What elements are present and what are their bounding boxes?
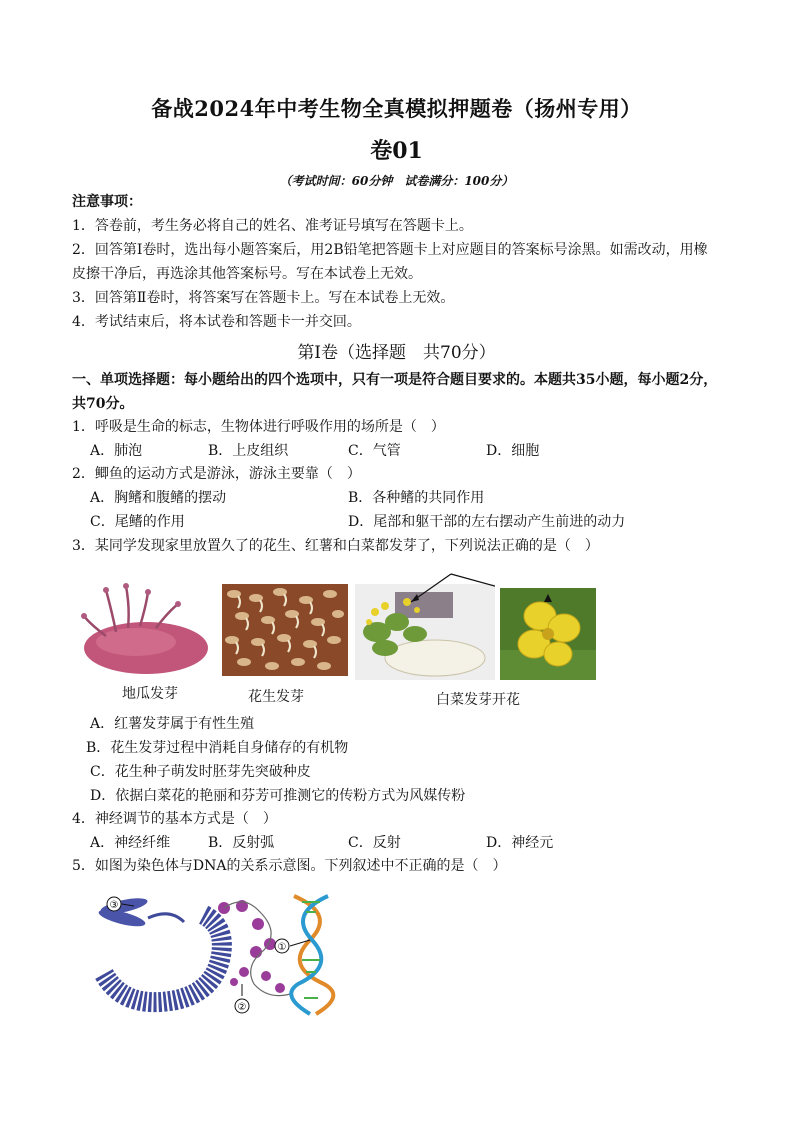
q1-option-b: B．上皮组织 <box>208 443 289 459</box>
caption-peanut: 花生发芽 <box>248 689 304 705</box>
q3-stem: 3．某同学发现家里放置久了的花生、红薯和白菜都发芽了，下列说法正确的是（ ） <box>72 538 599 554</box>
notice-item: 皮擦干净后，再选涂其他答案标号。写在本试卷上无效。 <box>72 266 422 282</box>
peanut-sprouting-image <box>222 584 348 676</box>
q4-stem: 4．神经调节的基本方式是（ ） <box>72 811 277 827</box>
section-instruction: 一、单项选择题：每小题给出的四个选项中，只有一项是符合题目要求的。本题共35小题，每小题2分， <box>72 372 718 388</box>
sweet-potato-sprouting-image <box>76 582 210 678</box>
caption-cabbage: 白菜发芽开花 <box>436 692 520 708</box>
q3-option-c: C．花生种子萌发时胚芽先突破种皮 <box>90 764 311 780</box>
diagram-label-3: ③ <box>109 900 119 911</box>
q1-option-a: A．肺泡 <box>90 443 143 459</box>
chromosome-dna-diagram <box>84 888 350 1018</box>
q2-option-d: D．尾部和躯干部的左右摆动产生前进的动力 <box>348 514 626 530</box>
q5-stem: 5．如图为染色体与DNA的关系示意图。下列叙述中不正确的是（ ） <box>72 858 507 874</box>
notice-item: 2．回答第Ⅰ卷时，选出每小题答案后，用2B铅笔把答题卡上对应题目的答案标号涂黑。如需改动，用橡 <box>72 242 708 258</box>
section-instruction-cont: 共70分。 <box>72 396 134 412</box>
section-title: 第Ⅰ卷（选择题 共70分） <box>297 343 496 363</box>
q1-stem: 1．呼吸是生命的标志，生物体进行呼吸作用的场所是（ ） <box>72 419 445 435</box>
q4-option-d: D．神经元 <box>486 835 554 851</box>
notice-item: 1．答卷前，考生务必将自己的姓名、准考证号填写在答题卡上。 <box>72 218 473 234</box>
q3-option-d: D．依据白菜花的艳丽和芬芳可推测它的传粉方式为风媒传粉 <box>90 788 466 804</box>
q3-option-a: A．红薯发芽属于有性生殖 <box>90 716 255 732</box>
q1-option-d: D．细胞 <box>486 443 540 459</box>
q2-option-c: C．尾鳍的作用 <box>90 514 185 530</box>
q2-stem: 2．鲫鱼的运动方式是游泳，游泳主要靠（ ） <box>72 466 361 482</box>
diagram-label-2: ② <box>237 1002 247 1013</box>
exam-subtitle: 卷01 <box>370 138 423 164</box>
caption-sweet-potato: 地瓜发芽 <box>122 686 178 702</box>
q1-option-c: C．气管 <box>348 443 401 459</box>
q3-option-b: B．花生发芽过程中消耗自身储存的有机物 <box>86 740 349 756</box>
exam-info: （考试时间：60分钟 试卷满分：100分） <box>279 174 514 188</box>
q2-option-b: B．各种鳍的共同作用 <box>348 490 485 506</box>
notice-heading: 注意事项： <box>72 194 142 210</box>
q4-option-a: A．神经纤维 <box>90 835 171 851</box>
diagram-label-1: ① <box>277 942 287 953</box>
yellow-flower-closeup-image <box>500 588 596 680</box>
q4-option-c: C．反射 <box>348 835 401 851</box>
q2-option-a: A．胸鳍和腹鳍的摆动 <box>90 490 227 506</box>
q4-option-b: B．反射弧 <box>208 835 275 851</box>
cabbage-flowering-image <box>355 572 495 680</box>
exam-title: 备战2024年中考生物全真模拟押题卷（扬州专用） <box>151 96 642 121</box>
notice-item: 4．考试结束后，将本试卷和答题卡一并交回。 <box>72 314 361 330</box>
notice-item: 3．回答第Ⅱ卷时，将答案写在答题卡上。写在本试卷上无效。 <box>72 290 455 306</box>
